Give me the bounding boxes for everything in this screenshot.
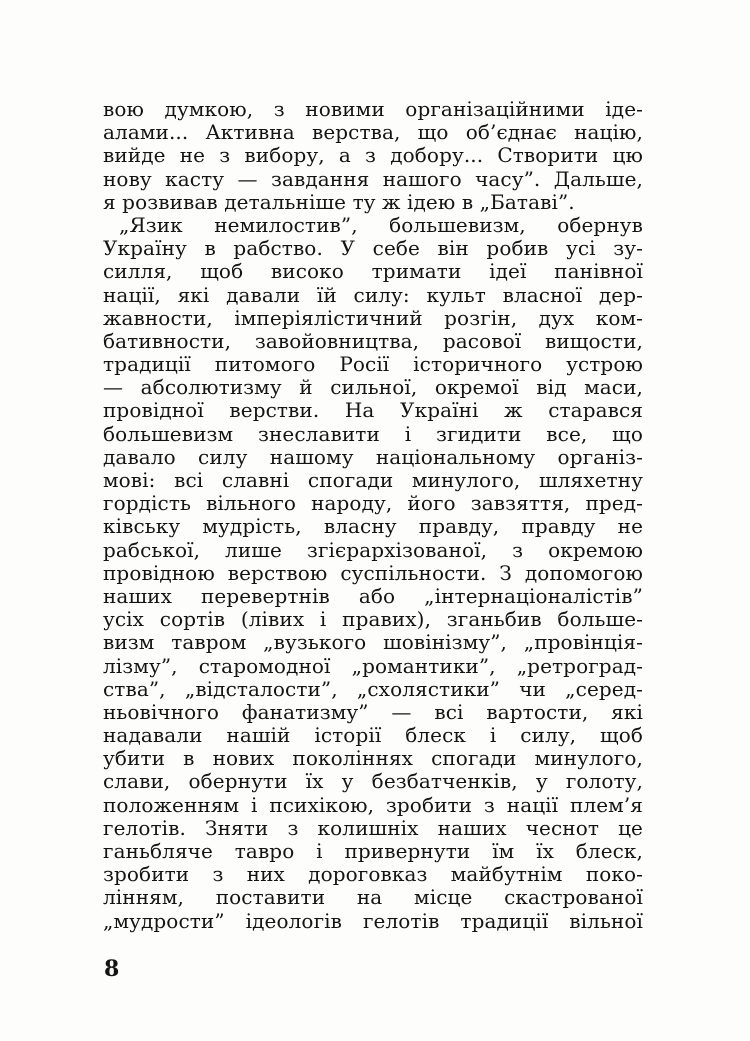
text-line: ства”, „відсталости”, „схолястики” чи „серед- (103, 676, 643, 701)
text-line: положенням і психікою, зробити з нації плем’я (103, 792, 643, 817)
page-number: 8 (104, 956, 120, 982)
text-line: вийде не з вибору, а з добору... Створити цю (103, 143, 643, 168)
text-line: гордість вільного народу, його завзяття, пред- (103, 491, 643, 516)
text-line: давало силу нашому національному організ- (103, 444, 643, 469)
text-line: надавали нашій історії блеск і силу, щоб (103, 723, 643, 748)
text-line: я розвивав детальніше ту ж ідею в „Батаві”. (103, 189, 575, 214)
text-line: силля, щоб високо тримати ідеї панівної (103, 259, 643, 284)
text-line: алами... Активна верства, що об’єднає націю, (103, 120, 643, 145)
text-line: лінням, поставити на місце скастрованої (103, 885, 643, 910)
text-line: зробити з них дороговказ майбутнім поко- (103, 862, 643, 887)
text-line: убити в нових поколіннях спогади минулого, (103, 746, 643, 771)
text-line: большевизм знеславити і згидити все, що (103, 421, 643, 446)
text-line: гелотів. Зняти з колишніх наших чеснот це (103, 815, 643, 840)
text-line: слави, обернути їх у безбатченків, у голоту, (103, 769, 643, 794)
text-line: мові: всі славні спогади минулого, шляхетну (103, 468, 643, 492)
body-text (103, 98, 643, 933)
text-line: ківську мудрість, власну правду, правду не (103, 514, 643, 539)
text-line: Україну в рабство. У себе він робив усі зу- (103, 236, 643, 261)
text-line: усіх сортів (лівих і правих), зганьбив больше- (103, 607, 643, 632)
text-line: нову касту — завдання нашого часу”. Дальше, (103, 166, 643, 191)
text-line: вою думкою, з новими організаційними іде- (103, 97, 643, 121)
text-line: визм тавром „вузького шовінізму”, „провінція- (103, 630, 643, 655)
text-line: „Язик немилостив”, большевизм, обернув (119, 212, 643, 237)
text-line: наших перевертнів або „інтернаціоналістів” (103, 583, 643, 608)
text-line: провідною верствою суспільности. З допомогою (103, 560, 643, 585)
text-line: бативности, завойовництва, расової вищости, (103, 328, 643, 353)
text-line: ганьбляче тавро і привернути їм їх блеск, (103, 839, 643, 863)
text-line: лізму”, старомодної „романтики”, „ретроград- (103, 653, 643, 678)
text-line: жавности, імперіялістичний розгін, дух ком- (103, 305, 643, 330)
text-line: — абсолютизму й сильної, окремої від маси, (103, 375, 643, 400)
text-line: традиції питомого Росії історичного устрою (103, 352, 643, 377)
text-line: ньовічного фанатизму” — всі вартости, які (103, 699, 643, 724)
text-line: рабської, лише згієрархізованої, з окремою (103, 537, 643, 562)
text-line: провідної верстви. На Україні ж старався (103, 398, 643, 423)
text-line: нації, які давали їй силу: культ власної дер- (103, 282, 643, 307)
text-line: „мудрости” ідеологів гелотів традиції вільної (103, 908, 643, 933)
